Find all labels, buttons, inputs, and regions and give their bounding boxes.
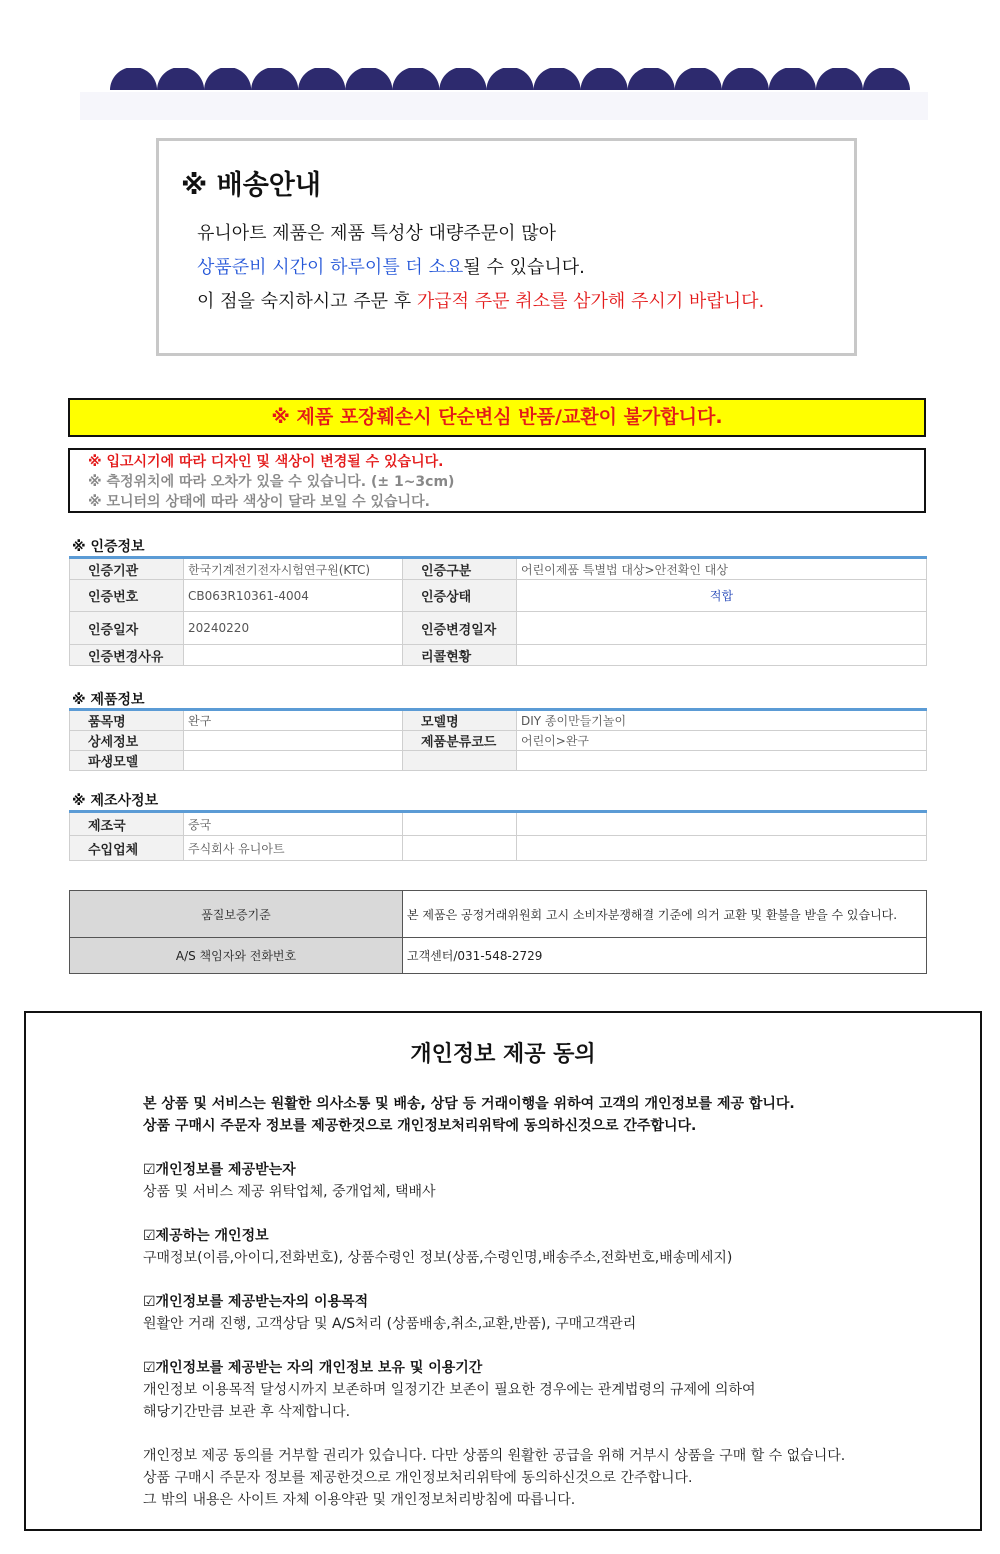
product-class-value: 어린이>완구 <box>517 731 927 751</box>
table-row <box>70 836 927 861</box>
quality-standard-value: 본 제품은 공정거래위원회 고시 소비자분쟁해결 기준에 의거 교환 및 환불을 받을 수 있습니다. <box>403 891 927 938</box>
table-row <box>70 751 927 771</box>
table-row <box>70 731 927 751</box>
quality-standard-label: 품질보증기준 <box>70 891 403 938</box>
consent-footer-3: 그 밖의 내용은 사이트 자체 이용약관 및 개인정보처리방침에 따릅니다. <box>143 1492 576 1508</box>
maker-importer-label: 수입업체 <box>70 836 184 861</box>
notice-monitor-color: ※ 모니터의 상태에 따라 색상이 달라 보일 수 있습니다. <box>88 494 430 510</box>
consent-purpose-body: 원활안 거래 진행, 고객상담 및 A/S처리 (상품배송,취소,교환,반품), 구매고객관리 <box>143 1316 637 1332</box>
cert-change-date-value <box>517 612 927 645</box>
cert-date-label: 인증일자 <box>70 612 184 645</box>
product-derived-label: 파생모델 <box>70 751 184 771</box>
product-item-value: 완구 <box>184 710 403 731</box>
product-section-title: ※ 제품정보 <box>72 692 145 708</box>
quality-table <box>69 890 927 974</box>
maker-empty-cell-1 <box>403 812 517 836</box>
consent-recipient-body: 상품 및 서비스 제공 위탁업체, 중개업체, 택배사 <box>143 1184 436 1200</box>
maker-table <box>69 810 927 861</box>
scallop-decoration <box>80 68 928 120</box>
scallop-shape <box>110 68 910 90</box>
product-detail-label: 상세정보 <box>70 731 184 751</box>
notice-measurement: ※ 측정위치에 따라 오차가 있을 수 있습니다. (± 1~3cm) <box>88 474 455 490</box>
scallop-shadow <box>80 92 928 120</box>
consent-purpose-heading: ☑개인정보를 제공받는자의 이용목적 <box>143 1294 369 1310</box>
quality-as-value: 고객센터/031-548-2729 <box>403 938 927 974</box>
consent-footer-2: 상품 구매시 주문자 정보를 제공한것으로 개인정보처리위탁에 동의하신것으로 간주합니다. <box>143 1470 693 1486</box>
shipping-line-1: 유니아트 제품은 제품 특성상 대량주문이 많아 <box>197 223 556 244</box>
consent-retention-body-2: 해당기간만큼 보관 후 삭제합니다. <box>143 1404 351 1420</box>
cert-type-value: 어린이제품 특별법 대상>안전확인 대상 <box>517 558 927 580</box>
scallop-svg <box>80 68 928 120</box>
shipping-line-3 <box>197 287 764 313</box>
consent-provided-info-body: 구매정보(이름,아이디,전화번호), 상품수령인 정보(상품,수령인명,배송주소,전화번호,배송메세지) <box>143 1250 733 1266</box>
consent-retention-heading: ☑개인정보를 제공받는 자의 개인정보 보유 및 이용기간 <box>143 1360 483 1376</box>
consent-title: 개인정보 제공 동의 <box>410 1042 596 1067</box>
privacy-consent-box <box>24 1011 982 1531</box>
maker-empty-cell-3 <box>403 836 517 861</box>
consent-footer-1: 개인정보 제공 동의를 거부할 권리가 있습니다. 다만 상품의 원활한 공급을 위해 거부시 상품을 구매 할 수 없습니다. <box>143 1448 846 1464</box>
shipping-notice-box <box>156 138 857 356</box>
cert-status-value: 적합 <box>517 580 927 612</box>
cert-change-reason-label: 인증변경사유 <box>70 645 184 666</box>
table-row <box>70 938 927 974</box>
cert-number-value: CB063R10361-4004 <box>184 580 403 612</box>
maker-section-title: ※ 제조사정보 <box>72 793 159 809</box>
product-detail-value <box>184 731 403 751</box>
shipping-line-2 <box>197 253 585 279</box>
maker-country-value: 중국 <box>184 812 403 836</box>
cert-recall-label: 리콜현황 <box>403 645 517 666</box>
consent-intro-1: 본 상품 및 서비스는 원활한 의사소통 및 배송, 상담 등 거래이행을 위하여 고객의 개인정보를 제공 합니다. <box>143 1096 795 1112</box>
cert-section-title: ※ 인증정보 <box>72 539 145 555</box>
cert-table <box>69 556 927 666</box>
consent-recipient-heading: ☑개인정보를 제공받는자 <box>143 1162 296 1178</box>
maker-importer-value: 주식회사 유니아트 <box>184 836 403 861</box>
quality-as-label: A/S 책임자와 전화번호 <box>70 938 403 974</box>
maker-empty-cell-4 <box>517 836 927 861</box>
product-empty-value <box>517 751 927 771</box>
product-model-label: 모델명 <box>403 710 517 731</box>
cert-number-label: 인증번호 <box>70 580 184 612</box>
cert-type-label: 인증구분 <box>403 558 517 580</box>
table-row <box>70 710 927 731</box>
consent-intro-2: 상품 구매시 주문자 정보를 제공한것으로 개인정보처리위탁에 동의하신것으로 간주합니다. <box>143 1118 697 1134</box>
table-row <box>70 580 927 612</box>
table-row <box>70 645 927 666</box>
table-row <box>70 891 927 938</box>
maker-country-label: 제조국 <box>70 812 184 836</box>
product-model-value: DIY 종이만들기놀이 <box>517 710 927 731</box>
cert-agency-value: 한국기계전기전자시험연구원(KTC) <box>184 558 403 580</box>
product-item-label: 품목명 <box>70 710 184 731</box>
product-derived-value <box>184 751 403 771</box>
product-empty-label <box>403 751 517 771</box>
shipping-title: ※ 배송안내 <box>181 170 321 201</box>
table-row <box>70 558 927 580</box>
maker-empty-cell-2 <box>517 812 927 836</box>
return-warning-bar: ※ 제품 포장훼손시 단순변심 반품/교환이 불가합니다. <box>68 398 926 437</box>
cert-date-value: 20240220 <box>184 612 403 645</box>
consent-provided-info-heading: ☑제공하는 개인정보 <box>143 1228 269 1244</box>
cert-change-date-label: 인증변경일자 <box>403 612 517 645</box>
table-row <box>70 812 927 836</box>
cert-agency-label: 인증기관 <box>70 558 184 580</box>
cert-recall-value <box>517 645 927 666</box>
shipping-line-2-rest: 될 수 있습니다. <box>463 257 585 278</box>
notice-design-change: ※ 입고시기에 따라 디자인 및 색상이 변경될 수 있습니다. <box>88 454 444 470</box>
consent-retention-body-1: 개인정보 이용목적 달성시까지 보존하며 일정기간 보존이 필요한 경우에는 관계법령의 규제에 의하여 <box>143 1382 756 1398</box>
product-table <box>69 708 927 771</box>
table-row <box>70 612 927 645</box>
product-class-label: 제품분류코드 <box>403 731 517 751</box>
shipping-line-3-plain: 이 점을 숙지하시고 주문 후 <box>197 291 417 312</box>
cert-status-label: 인증상태 <box>403 580 517 612</box>
shipping-line-3-highlight: 가급적 주문 취소를 삼가해 주시기 바랍니다. <box>416 291 765 312</box>
shipping-line-2-highlight: 상품준비 시간이 하루이틀 더 소요 <box>197 257 464 278</box>
notice-box <box>68 448 926 513</box>
cert-change-reason-value <box>184 645 403 666</box>
